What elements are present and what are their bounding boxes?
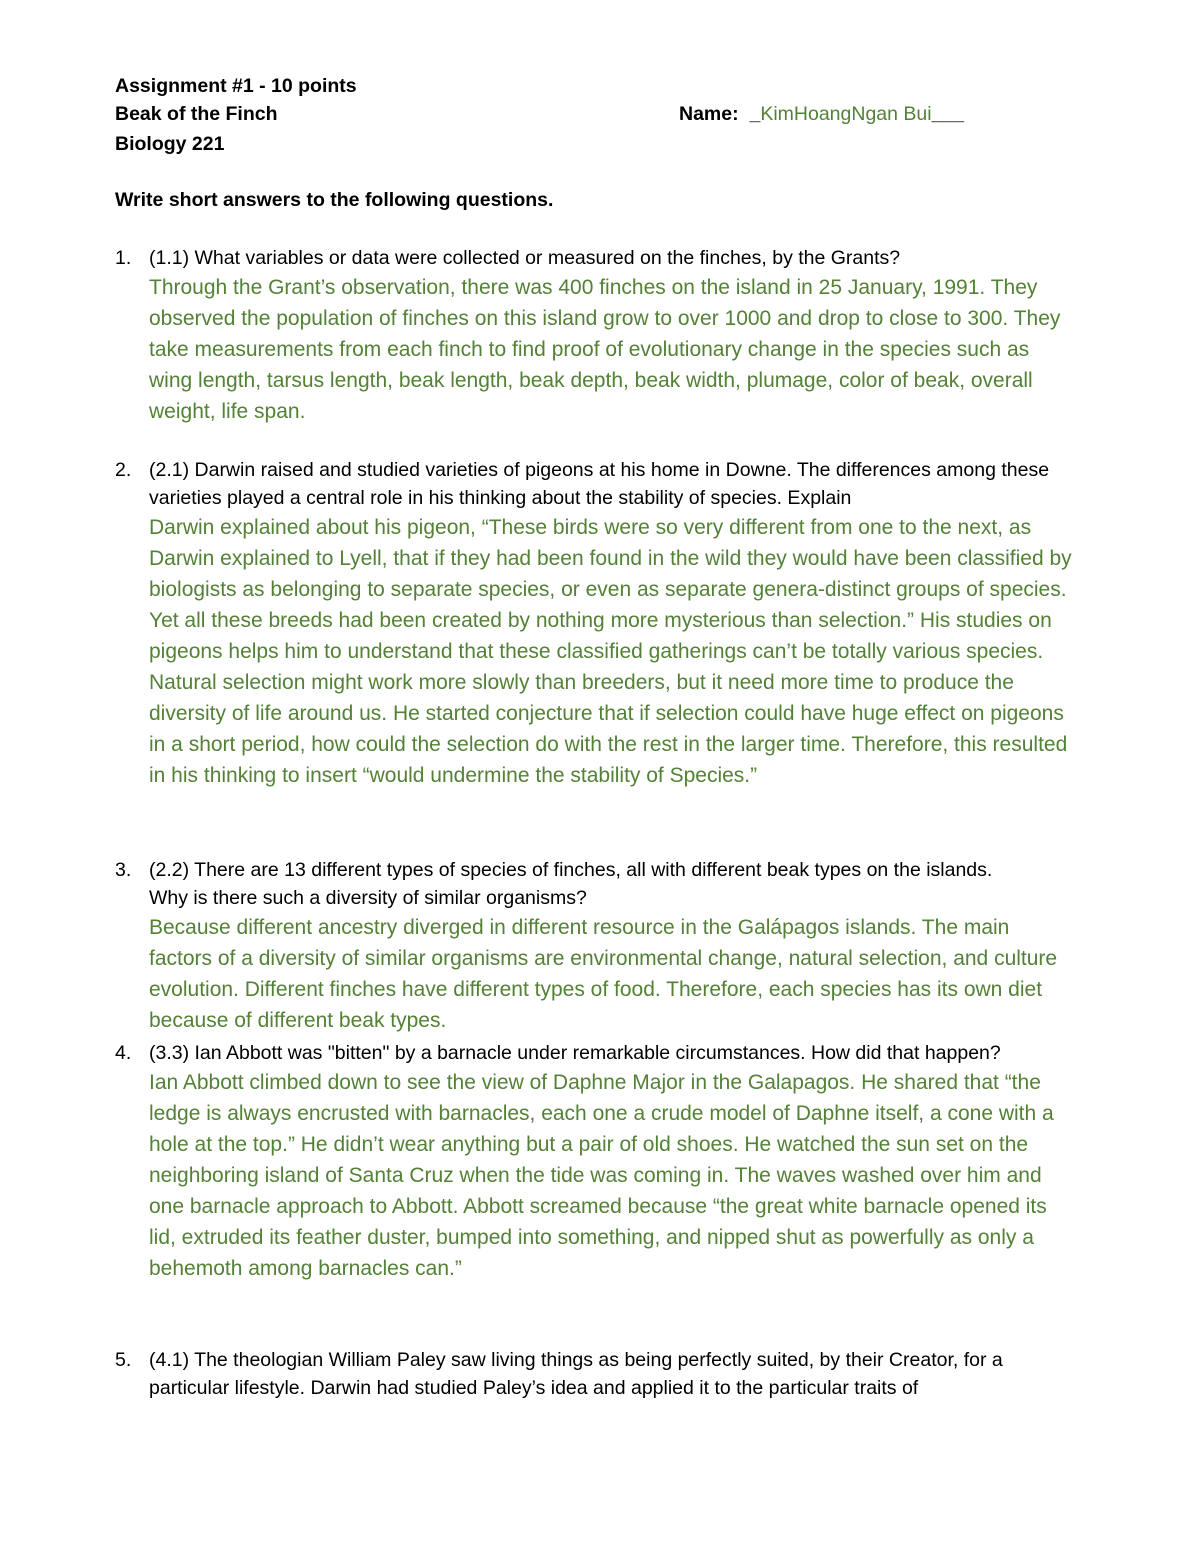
question-number: 2. bbox=[115, 459, 132, 481]
question-5 bbox=[115, 1346, 1075, 1402]
question-2 bbox=[115, 456, 1075, 791]
question-text: (2.1) Darwin raised and studied varieties of pigeons at his home in Downe. The differences among these varieties played a central role in his thinking about the stability of species. Explain bbox=[149, 459, 1050, 509]
question-3 bbox=[115, 856, 1075, 1036]
question-text: (3.3) Ian Abbott was "bitten" by a barnacle under remarkable circumstances. How did that happen? bbox=[149, 1042, 1001, 1064]
question-text: (4.1) The theologian William Paley saw living things as being perfectly suited, by their Creator, for a particular lifestyle. Darwin had studied Paley’s idea and applied it to the particular traits of bbox=[149, 1349, 1003, 1399]
answer-text: Because different ancestry diverged in different resource in the Galápagos islands. The main factors of a diversity of similar organisms are environmental change, natural selection, and culture evolution. Different finches have different types of food. Therefore, each species has its own diet because of different beak types. bbox=[149, 916, 1058, 1032]
name-label: Name: bbox=[679, 103, 739, 125]
question-number: 3. bbox=[115, 859, 132, 881]
question-number: 1. bbox=[115, 247, 132, 269]
student-name: KimHoangNgan Bui bbox=[760, 103, 932, 125]
question-text: (1.1) What variables or data were collected or measured on the finches, by the Grants? bbox=[149, 247, 901, 269]
student-name-line bbox=[679, 100, 964, 128]
question-4 bbox=[115, 1039, 1075, 1284]
question-number: 4. bbox=[115, 1042, 132, 1064]
course-name: Biology 221 bbox=[115, 133, 225, 155]
name-underscore-suffix: ___ bbox=[931, 103, 965, 125]
question-number: 5. bbox=[115, 1349, 132, 1371]
name-underscore-prefix: _ bbox=[749, 103, 761, 125]
assignment-title: Assignment #1 - 10 points bbox=[115, 75, 357, 97]
answer-text: Through the Grant’s observation, there was 400 finches on the island in 25 January, 1991. They observed the population of finches on this island grow to over 1000 and drop to close to 300. They take measurements from each finch to find proof of evolutionary change in the species such as wing length, tarsus length, beak length, beak depth, beak width, plumage, color of beak, overall weight, life span. bbox=[149, 276, 1061, 423]
answer-text: Darwin explained about his pigeon, “These birds were so very different from one to the next, as Darwin explained to Lyell, that if they had been found in the wild they would have been classified by biologists as belonging to separate species, or even as separate genera-distinct groups of species. Yet all these breeds had been created by nothing more mysterious than selection.” His studies on pigeons helps him to understand that these classified gatherings can’t be totally various species. Natural selection might work more slowly than breeders, but it need more time to produce the diversity of life around us. He started conjecture that if selection could have huge effect on pigeons in a short period, how could the selection do with the rest in the larger time. Therefore, this resulted in his thinking to insert “would undermine the stability of Species.” bbox=[149, 516, 1072, 787]
answer-text: Ian Abbott climbed down to see the view of Daphne Major in the Galapagos. He shared that “the ledge is always encrusted with barnacles, each one a crude model of Daphne itself, a cone with a hole at the top.” He didn’t wear anything but a pair of old shoes. He watched the sun set on the neighboring island of Santa Cruz when the tide was coming in. The waves washed over him and one barnacle approach to Abbott. Abbott screamed because “the great white barnacle opened its lid, extruded its feather duster, bumped into something, and nipped shut as powerfully as only a behemoth among barnacles can.” bbox=[149, 1071, 1054, 1280]
instructions: Write short answers to the following questions. bbox=[115, 189, 554, 211]
question-text: (2.2) There are 13 different types of species of finches, all with different beak types on the islands. Why is there such a diversity of similar organisms? bbox=[149, 859, 993, 909]
course-topic: Beak of the Finch bbox=[115, 103, 278, 125]
question-1 bbox=[115, 244, 1075, 427]
